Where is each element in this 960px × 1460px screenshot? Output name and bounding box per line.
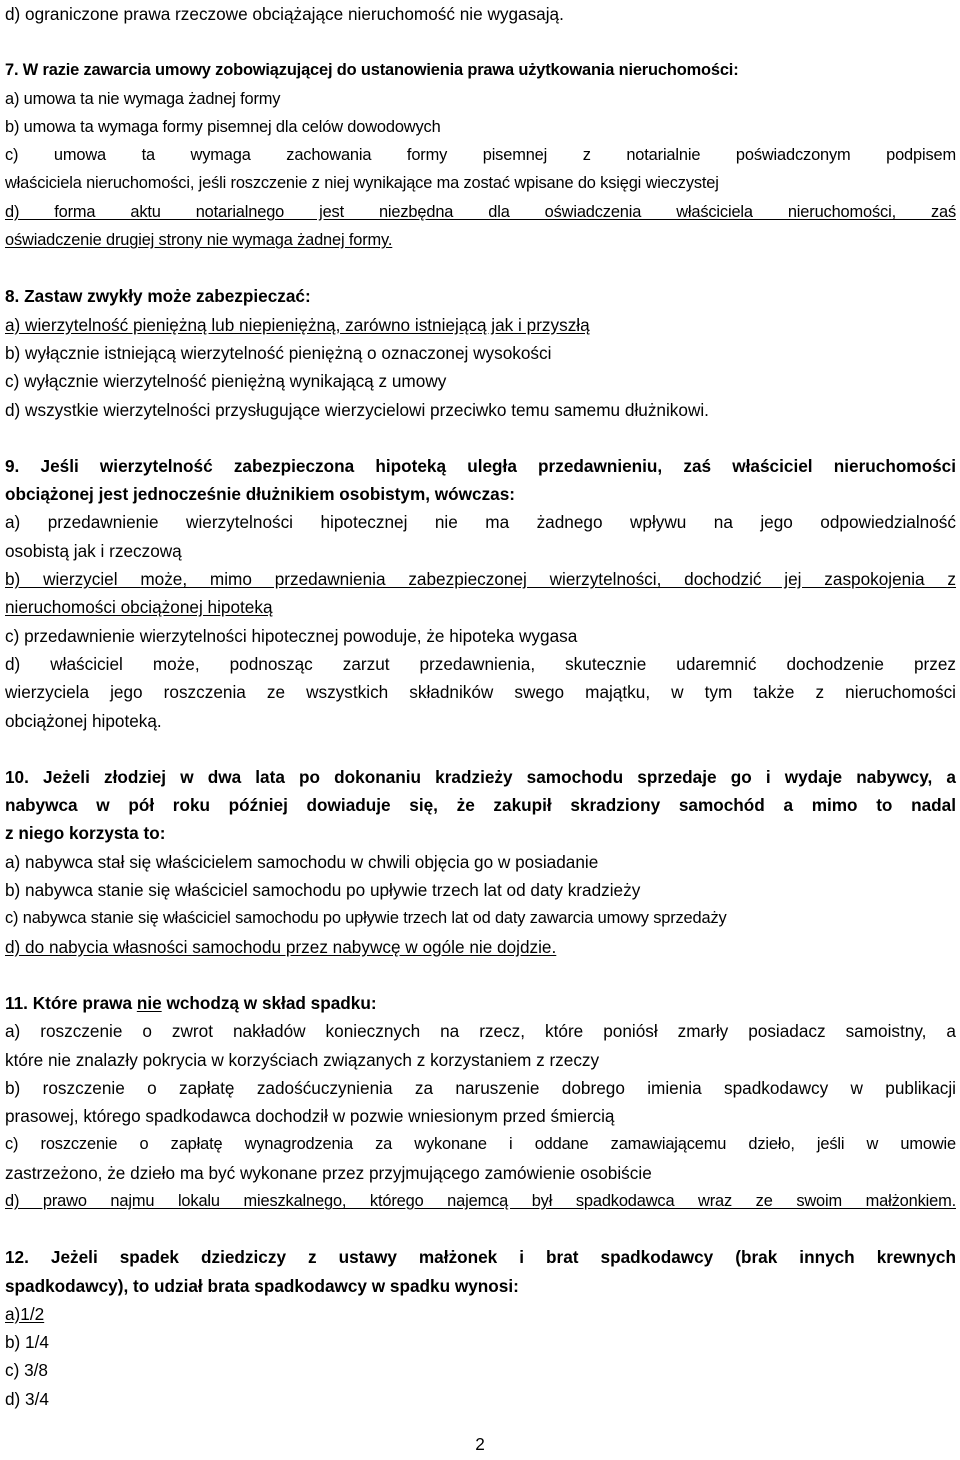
question-11-text-suffix: wchodzą w skład spadku: [161,992,377,1013]
q11-answer-b-line-1: b) roszczenie o zapłatę zadośćuczynienia za naruszenie dobrego imienia spadkodawcy w publikacji [5,1077,956,1098]
q9-answer-a-line-1: a) przedawnienie wierzytelności hipotecznej nie ma żadnego wpływu na jego odpowiedzialność [5,512,956,533]
q12-answer-b: b) 1/4 [5,1332,49,1353]
q8-answer-d: d) wszystkie wierzytelności przysługujące wierzycielowi przeciwko temu samemu dłużnikowi. [5,399,709,420]
q7-answer-b: b) umowa ta wymaga formy pisemnej dla celów dowodowych [5,117,441,136]
question-11 [5,989,956,1215]
q11-answer-a-line-2: które nie znalazły pokrycia w korzyściach związanych z korzystaniem z rzeczy [5,1049,600,1070]
question-12-text-line-1: 12. Jeżeli spadek dziedziczy z ustawy małżonek i brat spadkodawcy (brak innych krewnych [5,1247,956,1268]
document-page [5,0,956,1413]
question-11-text-prefix: 11. Które prawa [5,992,137,1013]
q11-answer-b-line-2: prasowej, którego spadkodawca dochodził w pozwie wniesionym przed śmiercią [5,1106,615,1127]
q9-answer-b-line-1: b) wierzyciel może, mimo przedawnienia zabezpieczonej wierzytelności, dochodzić jej zaspokojenia z [5,569,956,590]
q11-answer-d: d) prawo najmu lokalu mieszkalnego, którego najemcą był spadkodawca wraz ze swoim małżonkiem. [5,1191,956,1210]
q7-answer-c-line-1: c) umowa ta wymaga zachowania formy pisemnej z notarialnie poświadczonym podpisem [5,146,956,165]
q10-answer-c: c) nabywca stanie się właściciel samochodu po upływie trzech lat od daty zawarcia umowy sprzedaży [5,909,727,928]
q12-answer-c: c) 3/8 [5,1360,48,1381]
question-10-text-line-1: 10. Jeżeli złodziej w dwa lata po dokonaniu kradzieży samochodu sprzedaje go i wydaje nabywcy, a [5,766,956,787]
q9-answer-d-line-3: obciążonej hipoteką. [5,710,162,731]
question-7-text: 7. W razie zawarcia umowy zobowiązującej do ustanowienia prawa użytkowania nieruchomości: [5,61,739,80]
q9-answer-d-line-1: d) właściciel może, podnosząc zarzut przedawnienia, skutecznie udaremnić dochodzenie przez [5,653,956,674]
q10-answer-a: a) nabywca stał się właścicielem samochodu w chwili objęcia go w posiadanie [5,851,599,872]
q10-answer-d: d) do nabycia własności samochodu przez nabywcę w ogóle nie dojdzie. [5,936,557,957]
q11-answer-c-line-1: c) roszczenie o zapłatę wynagrodzenia za wykonane i oddane zamawiającemu dzieło, jeśli w umowie [5,1135,956,1154]
q7-answer-a: a) umowa ta nie wymaga żadnej formy [5,89,281,108]
question-10-text-line-2: nabywca w pół roku później dowiaduje się, że zakupił skradziony samochód a mimo to nadal [5,795,956,816]
question-10-text-line-3: z niego korzysta to: [5,823,166,844]
q9-answer-c: c) przedawnienie wierzytelności hipotecznej powoduje, że hipoteka wygasa [5,625,578,646]
question-9 [5,452,956,735]
question-10 [5,763,956,961]
question-8 [5,282,956,423]
q7-answer-d-line-2: oświadczenie drugiej strony nie wymaga żadnej formy. [5,231,393,250]
q12-answer-d: d) 3/4 [5,1388,49,1409]
q8-answer-c: c) wyłącznie wierzytelność pieniężną wynikającą z umowy [5,371,447,392]
q11-answer-c-line-2: zastrzeżono, że dzieło ma być wykonane przez przyjmującego zamówienie osobiście [5,1162,652,1183]
q10-answer-b: b) nabywca stanie się właściciel samochodu po upływie trzech lat od daty kradzieży [5,880,641,901]
q8-answer-b: b) wyłącznie istniejącą wierzytelność pieniężną o oznaczonej wysokości [5,342,552,363]
page-number: 2 [475,1434,485,1454]
q7-answer-d-line-1: d) forma aktu notarialnego jest niezbędna dla oświadczenia właściciela nieruchomości, zaś [5,202,956,221]
question-11-text [5,989,956,1017]
question-8-text: 8. Zastaw zwykły może zabezpieczać: [5,286,311,307]
question-12 [5,1243,956,1413]
question-12-text-line-2: spadkodawcy), to udział brata spadkodawcy w spadku wynosi: [5,1275,519,1296]
question-9-text-line-1: 9. Jeśli wierzytelność zabezpieczona hipoteką uległa przedawnieniu, zaś właściciel nieruchomości [5,455,956,476]
q7-answer-c-line-2: właściciela nieruchomości, jeśli roszczenie z niej wynikające ma zostać wpisane do księgi wieczystej [5,174,719,193]
question-9-text-line-2: obciążonej jest jednocześnie dłużnikiem osobistym, wówczas: [5,484,516,505]
q9-answer-a-line-2: osobistą jak i rzeczową [5,540,182,561]
q9-answer-b-line-2: nieruchomości obciążonej hipoteką [5,597,273,618]
q6-answer-d: d) ograniczone prawa rzeczowe obciążające nieruchomość nie wygasają. [5,4,564,24]
question-11-text-emphasis: nie [136,992,162,1013]
q8-answer-a: a) wierzytelność pieniężną lub niepieniężną, zarówno istniejącą jak i przyszłą [5,314,590,335]
q11-answer-a-line-1: a) roszczenie o zwrot nakładów koniecznych na rzecz, które poniósł zmarły posiadacz samoistny, a [5,1021,956,1042]
question-7 [5,56,956,254]
q9-answer-d-line-2: wierzyciela jego roszczenia ze wszystkich składników swego majątku, w tym także z nieruchomości [5,682,956,703]
q12-answer-a: a)1/2 [5,1303,45,1324]
